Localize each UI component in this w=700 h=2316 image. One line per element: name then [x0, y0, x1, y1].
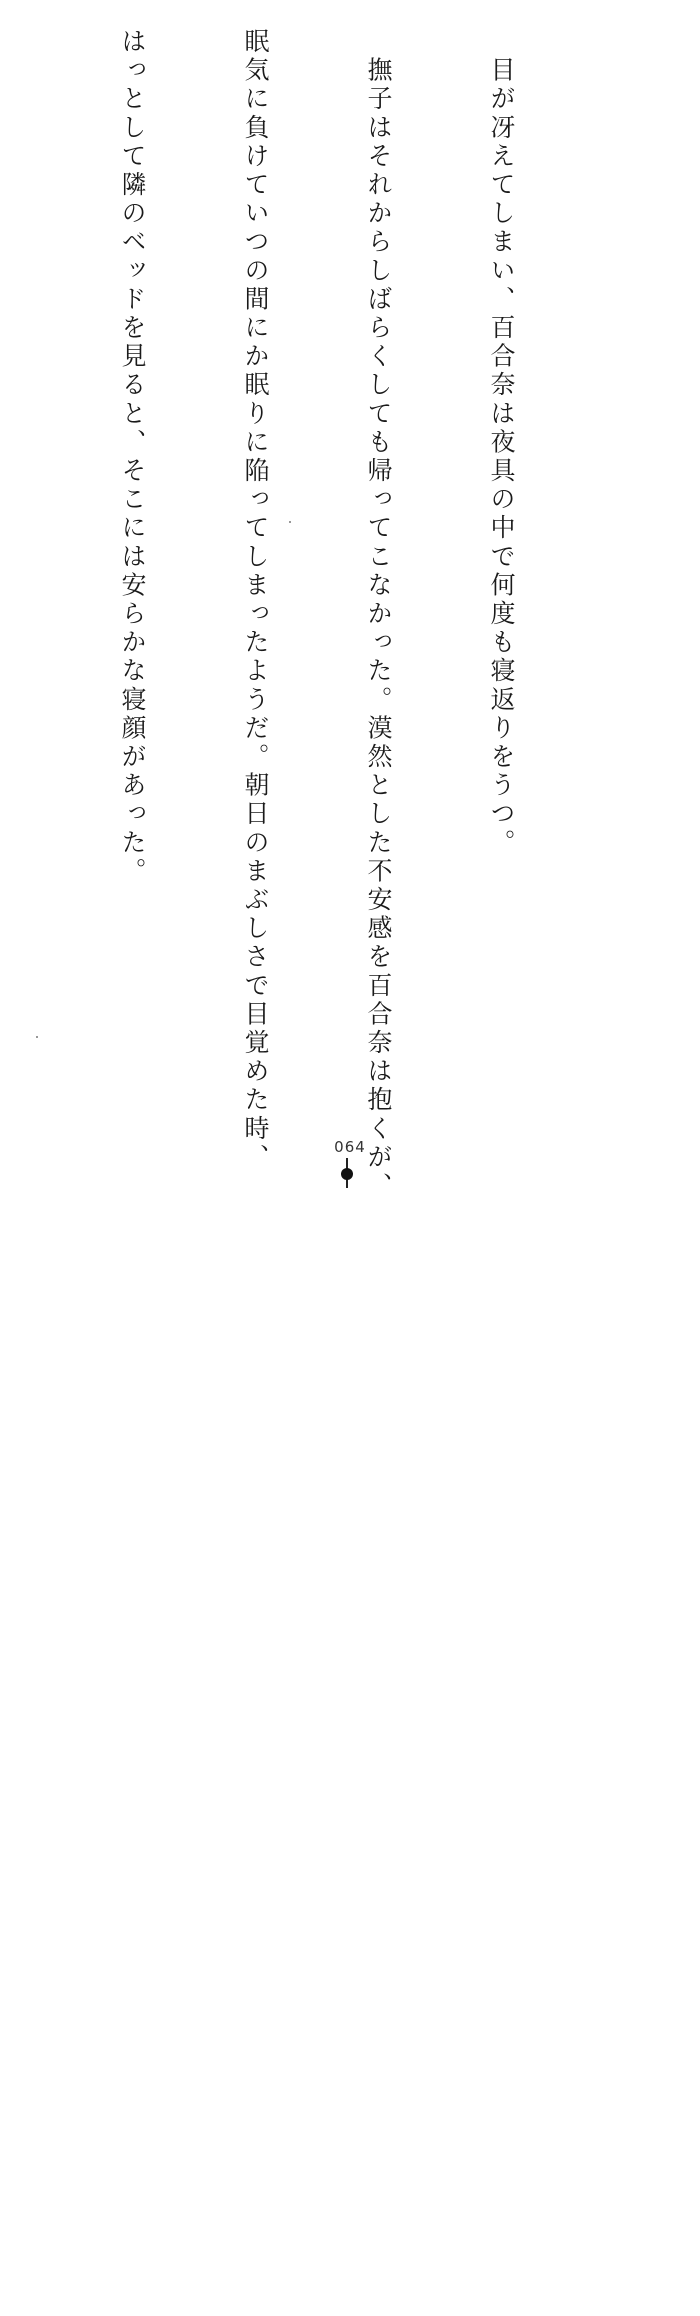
text-line: 目が冴えてしまい、百合奈は夜具の中で何度も寝返りをうつ。 [487, 28, 516, 858]
text-line: はっとして隣のベッドを見ると、そこには安らかな寝顔があった。 [118, 28, 147, 886]
page-marker-dot [341, 1168, 353, 1180]
text-line: 眠気に負けていつの間にか眠りに陥ってしまったようだ。朝日のまぶしさで目覚めた時、 [241, 28, 270, 1172]
scan-speck [36, 1036, 38, 1038]
page-number: 064 [334, 1138, 366, 1156]
scan-speck [289, 521, 291, 523]
text-line: 撫子はそれからしばらくしても帰ってこなかった。漠然とした不安感を百合奈は抱くが、 [364, 28, 393, 1201]
blank-line [0, 28, 30, 1018]
